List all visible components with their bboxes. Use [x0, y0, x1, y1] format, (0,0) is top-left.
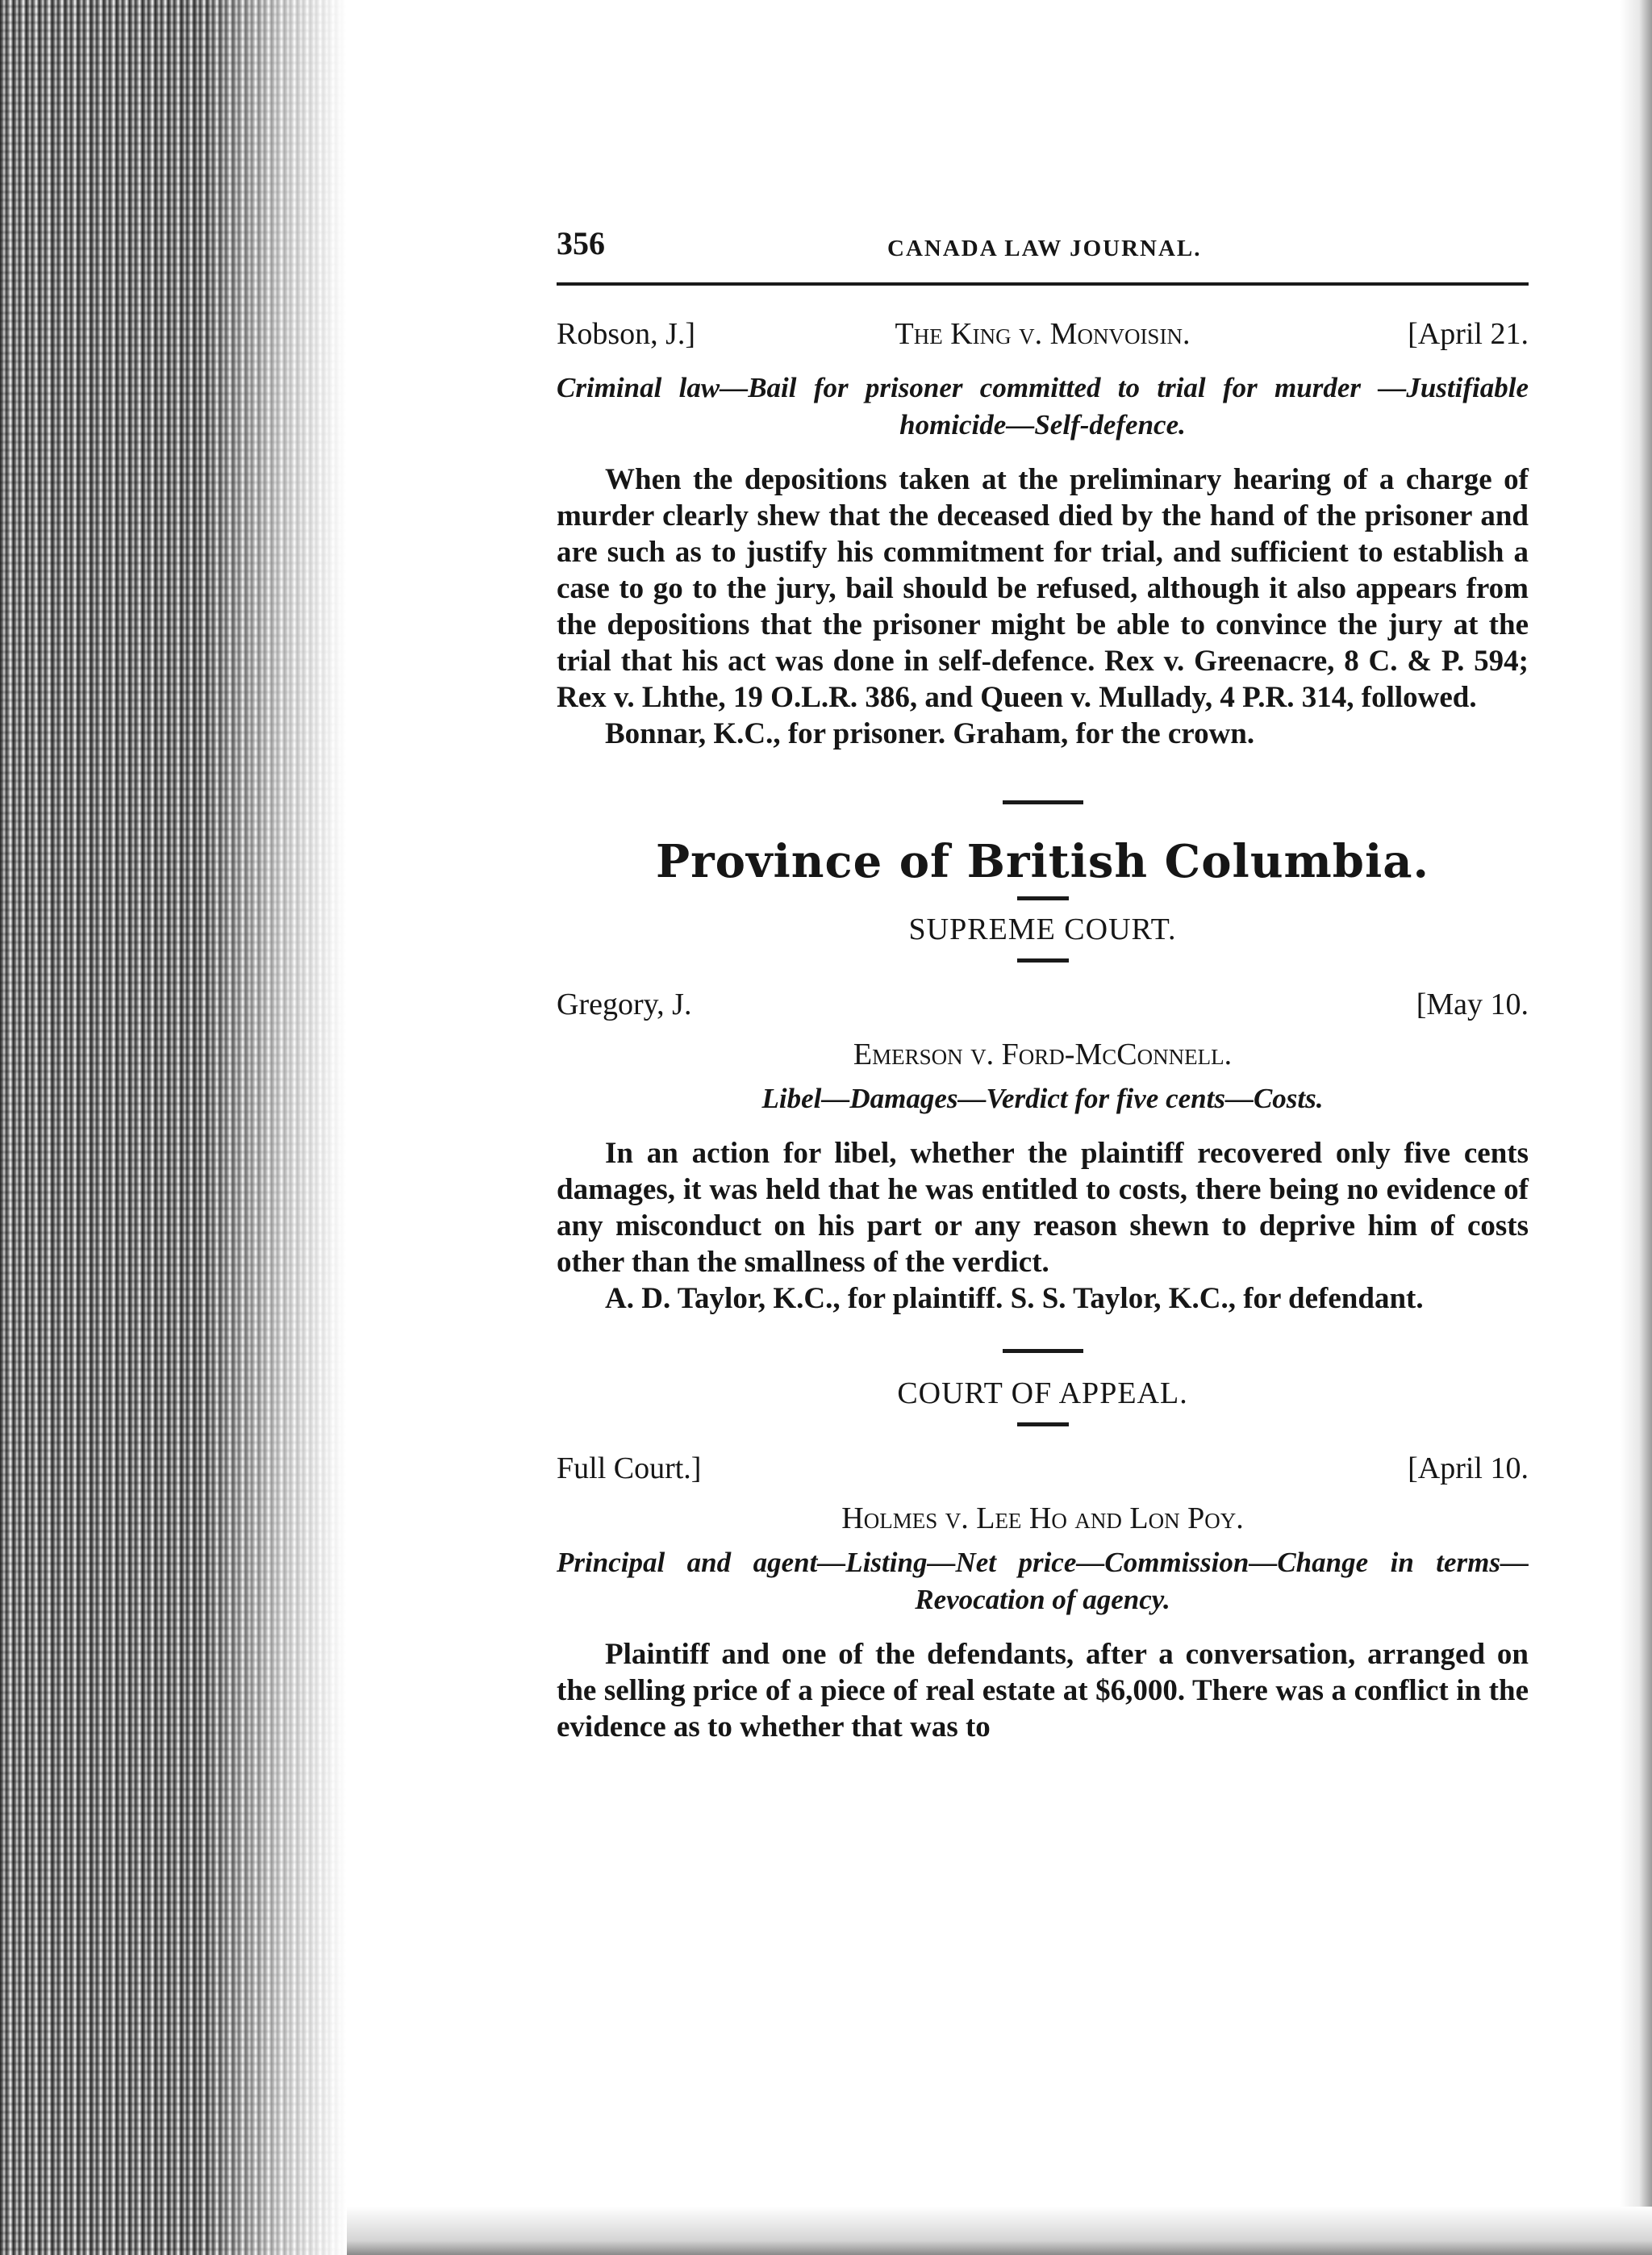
- case-name: Holmes v. Lee Ho and Lon Poy.: [841, 1501, 1244, 1535]
- case-judge: Robson, J.]: [557, 317, 696, 351]
- page-content: [557, 218, 1529, 1745]
- page-number: 356: [557, 225, 605, 261]
- headnote: In an action for libel, whether the plaintiff recovered only five cents damages, it was held that he was entitled to costs, there being no evidence of any misconduct on his part or any reason shewn to deprive him of costs other than the smallness of the verdict.: [557, 1137, 1529, 1279]
- catchwords: Criminal law—Bail for prisoner committed to trial for murder —Justifiable homicide—Self-defence.: [557, 372, 1529, 441]
- counsel-line: Bonnar, K.C., for prisoner. Graham, for the crown.: [605, 717, 1255, 750]
- catchwords: Libel—Damages—Verdict for five cents—Costs.: [761, 1083, 1324, 1114]
- case-header: [557, 987, 1529, 1032]
- running-head: [557, 218, 1529, 282]
- page-edge-right: [1620, 0, 1652, 2255]
- case-header: [557, 1451, 1529, 1496]
- counsel-line: A. D. Taylor, K.C., for plaintiff. S. S. Taylor, K.C., for defendant.: [605, 1282, 1424, 1315]
- case-header: [557, 316, 1529, 361]
- binding-shadow: [202, 0, 347, 2255]
- case-name: The King v. Monvoisin.: [895, 317, 1191, 351]
- headnote: Plaintiff and one of the defendants, after a conversation, arranged on the selling price of a piece of real estate at $6,000. There was a conflict in the evidence as to whether that was to: [557, 1638, 1529, 1743]
- headnote: When the depositions taken at the preliminary hearing of a charge of murder clearly shew that the deceased died by the hand of the prisoner and are such as to justify his commitment for trial, and sufficient to establish a case to go to the jury, bail should be refused, although it also appears from the depositions that the prisoner might be able to convince the jury at the trial that his act was done in self-defence. Rex v. Greenacre, 8 C. & P. 594; Rex v. Lhthe, 19 O.L.R. 386, and Queen v. Mullady, 4 P.R. 314, followed.: [557, 463, 1529, 714]
- case-judge: Full Court.]: [557, 1451, 702, 1485]
- case-date: [April 10.: [1408, 1451, 1529, 1485]
- case-date: [May 10.: [1416, 988, 1529, 1021]
- page-edge-bottom: [347, 2207, 1652, 2255]
- catchwords: Principal and agent—Listing—Net price—Commission—Change in terms—Revocation of agency.: [557, 1547, 1529, 1615]
- court-heading: SUPREME COURT.: [908, 912, 1177, 946]
- case-name: Emerson v. Ford-McConnell.: [853, 1038, 1233, 1071]
- case-judge: Gregory, J.: [557, 988, 692, 1021]
- court-heading: COURT OF APPEAL.: [897, 1376, 1188, 1410]
- province-heading: Province of British Columbia.: [655, 835, 1429, 888]
- case-date: [April 21.: [1408, 317, 1529, 351]
- journal-title: CANADA LAW JOURNAL.: [887, 236, 1202, 261]
